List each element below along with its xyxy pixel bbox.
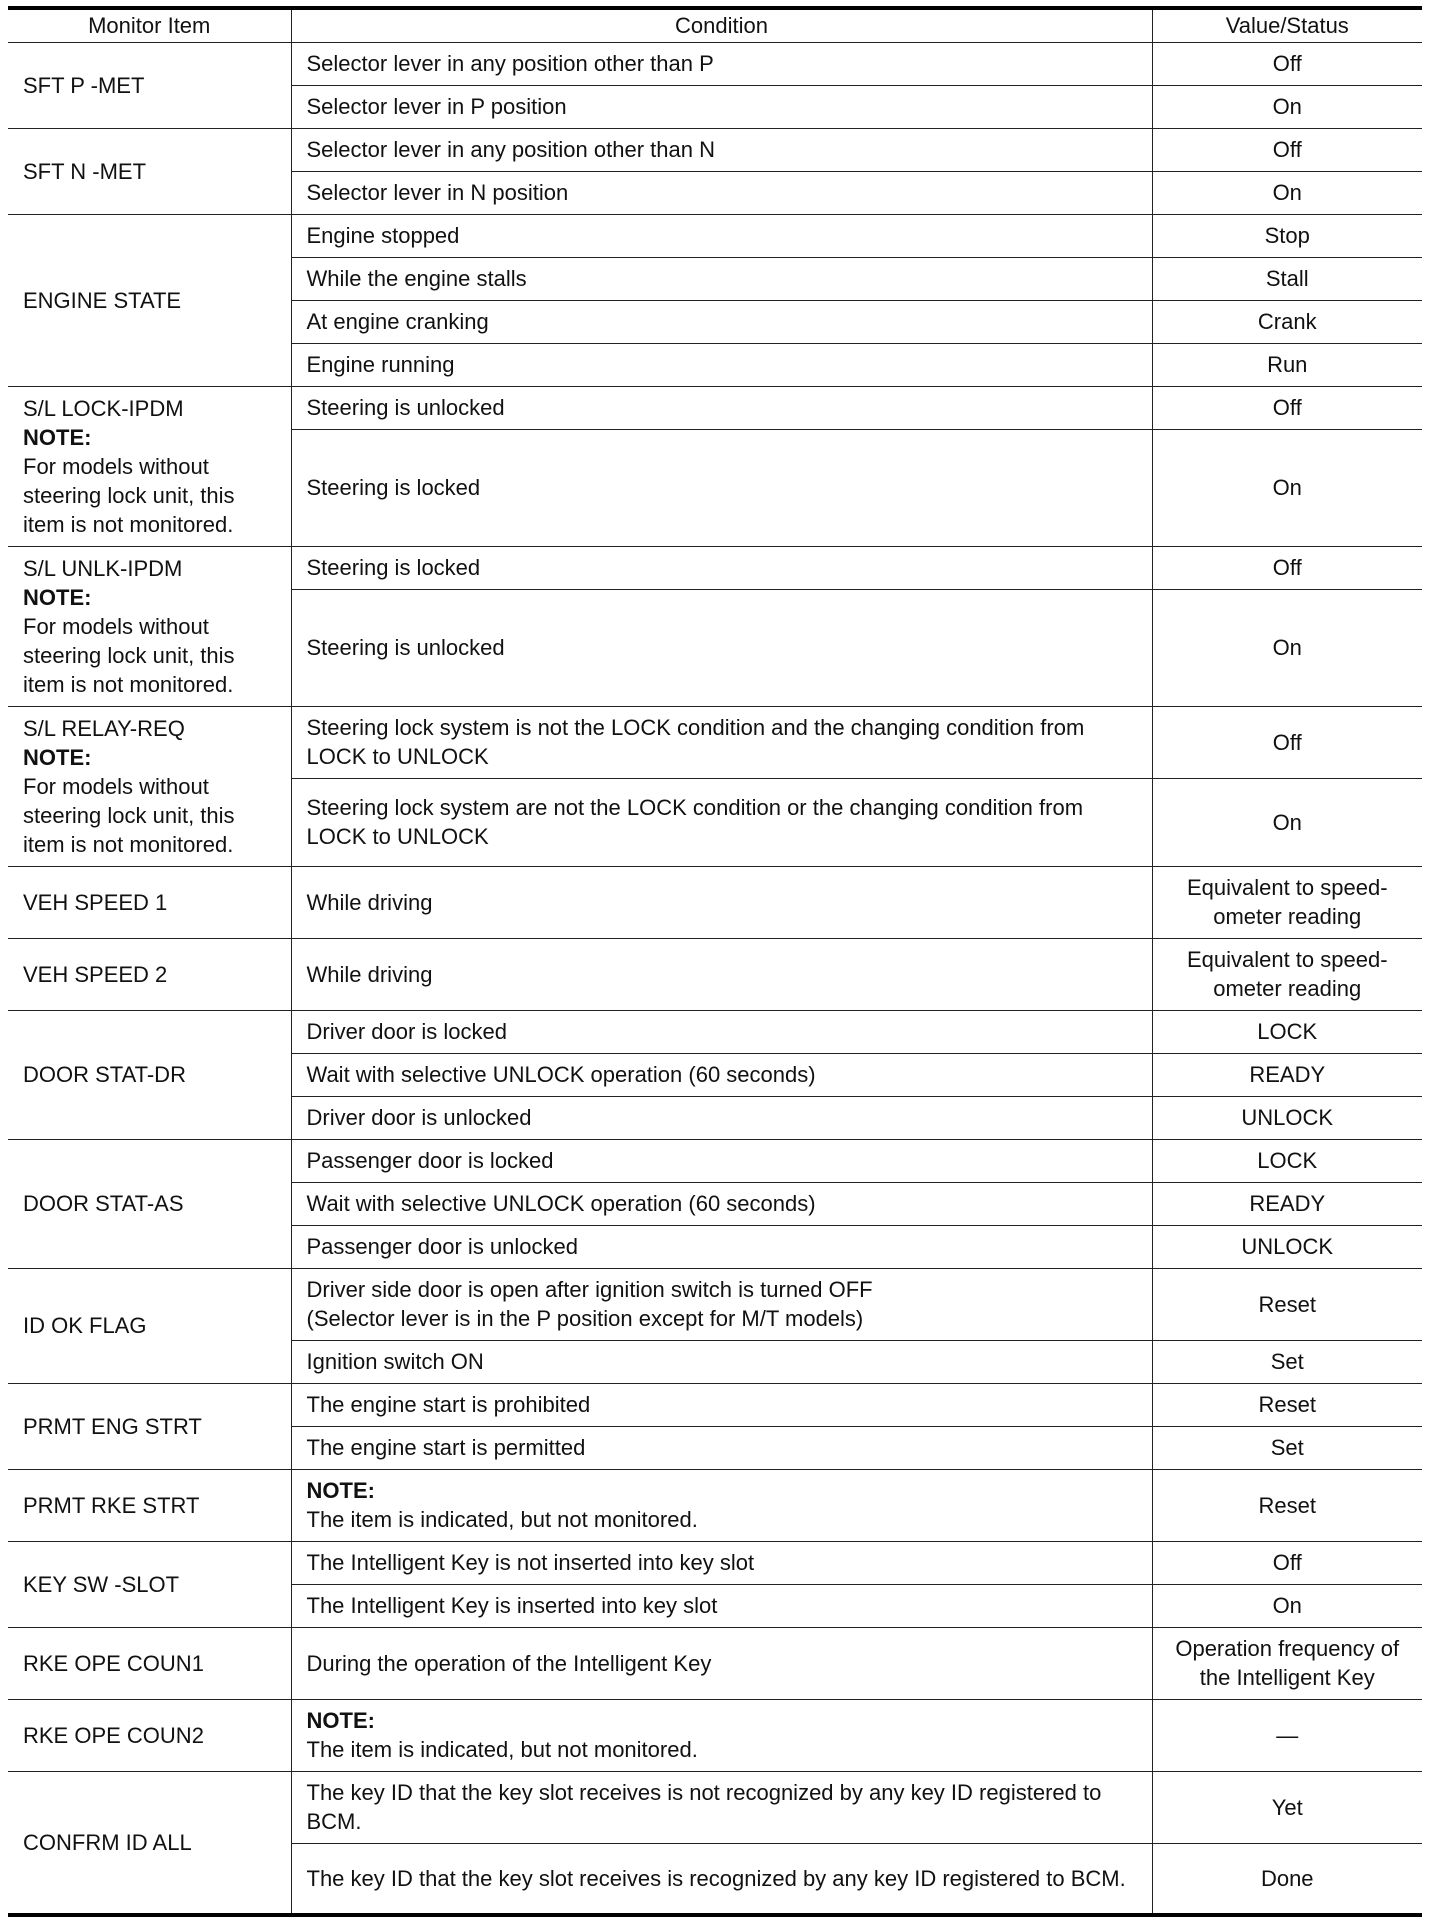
condition-cell: Driver side door is open after ignition switch is turned OFF (Selector lever is in the P position except for M/T models) [291,1268,1152,1340]
value-status-cell: Reset [1152,1383,1422,1426]
value-status-cell: Off [1152,42,1422,85]
table-row [8,1627,1422,1699]
condition-cell: The Intelligent Key is not inserted into key slot [291,1541,1152,1584]
note-label: NOTE: [23,584,92,610]
value-status-cell: On [1152,171,1422,214]
condition-cell: Steering lock system are not the LOCK condition or the changing condition from LOCK to UNLOCK [291,778,1152,866]
table-row [8,1010,1422,1053]
monitor-item-name: RKE OPE COUN2 [23,1722,204,1748]
monitor-item-table [8,6,1422,1917]
value-status-cell: On [1152,85,1422,128]
monitor-item-cell [8,938,291,1010]
condition-cell: Driver door is locked [291,1010,1152,1053]
header-value-status: Value/Status [1152,8,1422,42]
condition-cell: Engine running [291,343,1152,386]
condition-cell: The key ID that the key slot receives is not recognized by any key ID registered to BCM. [291,1771,1152,1843]
monitor-item-name: ID OK FLAG [23,1313,147,1338]
condition-cell: At engine cranking [291,300,1152,343]
table-row [8,386,1422,429]
monitor-item-cell [8,1139,291,1268]
note-text: For models without steering lock unit, this item is not monitored. [23,773,235,857]
value-status-cell: On [1152,429,1422,546]
table-row [8,1469,1422,1541]
value-status-cell: Off [1152,386,1422,429]
table-row [8,1541,1422,1584]
monitor-item-name: SFT N -MET [23,158,147,184]
value-status-cell: Off [1152,706,1422,778]
condition-cell: Ignition switch ON [291,1340,1152,1383]
note-text: The item is indicated, but not monitored. [306,1507,698,1532]
note-label: NOTE: [23,744,92,770]
table-row [8,706,1422,778]
condition-cell: The engine start is prohibited [291,1383,1152,1426]
value-status-cell: Set [1152,1426,1422,1469]
condition-cell: Wait with selective UNLOCK operation (60 seconds) [291,1182,1152,1225]
table-row [8,546,1422,589]
monitor-item-name: PRMT ENG STRT [23,1413,202,1439]
table-header-row [8,8,1422,42]
monitor-item-cell [8,1627,291,1699]
monitor-item-name: DOOR STAT-AS [23,1191,184,1216]
value-status-cell: UNLOCK [1152,1225,1422,1268]
value-status-cell: Off [1152,128,1422,171]
value-status-cell: Run [1152,343,1422,386]
header-condition: Condition [291,8,1152,42]
value-status-cell: LOCK [1152,1010,1422,1053]
monitor-item-name: S/L RELAY-REQ [23,715,185,741]
monitor-item-cell [8,386,291,546]
table-row [8,1268,1422,1340]
monitor-item-name: DOOR STAT-DR [23,1062,186,1087]
table-row [8,866,1422,938]
table-row [8,214,1422,257]
value-status-cell: — [1152,1699,1422,1771]
monitor-item-cell [8,1771,291,1915]
condition-cell: Steering is locked [291,429,1152,546]
condition-cell [291,1469,1152,1541]
monitor-item-name: CONFRM ID ALL [23,1829,192,1855]
condition-cell: The Intelligent Key is inserted into key slot [291,1584,1152,1627]
value-status-cell: On [1152,589,1422,706]
value-status-cell: Reset [1152,1268,1422,1340]
condition-cell: Passenger door is locked [291,1139,1152,1182]
monitor-item-cell [8,866,291,938]
value-status-cell: On [1152,778,1422,866]
monitor-item-name: KEY SW -SLOT [23,1571,180,1597]
condition-cell: The key ID that the key slot receives is recognized by any key ID registered to BCM. [291,1843,1152,1915]
monitor-item-name: ENGINE STATE [23,287,182,313]
value-status-cell: READY [1152,1053,1422,1096]
condition-cell: Driver door is unlocked [291,1096,1152,1139]
table-row [8,42,1422,85]
table-row [8,1699,1422,1771]
condition-cell: Selector lever in N position [291,171,1152,214]
monitor-item-cell [8,214,291,386]
condition-cell: Passenger door is unlocked [291,1225,1152,1268]
value-status-cell: Done [1152,1843,1422,1915]
condition-cell: Steering is unlocked [291,589,1152,706]
condition-cell: The engine start is permitted [291,1426,1152,1469]
condition-cell: Steering is locked [291,546,1152,589]
value-status-cell: Stop [1152,214,1422,257]
value-status-cell: Yet [1152,1771,1422,1843]
condition-cell: During the operation of the Intelligent Key [291,1627,1152,1699]
table-row [8,1771,1422,1843]
monitor-item-cell [8,1699,291,1771]
monitor-item-name: S/L LOCK-IPDM [23,395,184,421]
condition-cell [291,1699,1152,1771]
monitor-item-cell [8,1268,291,1383]
table-row [8,1139,1422,1182]
monitor-item-cell [8,546,291,706]
monitor-item-name: SFT P -MET [23,72,145,98]
condition-cell: Selector lever in any position other than P [291,42,1152,85]
note-label: NOTE: [306,1478,375,1503]
value-status-cell: Operation frequency of the Intelligent Key [1152,1627,1422,1699]
value-status-cell: Off [1152,1541,1422,1584]
value-status-cell: Set [1152,1340,1422,1383]
condition-cell: Wait with selective UNLOCK operation (60 seconds) [291,1053,1152,1096]
monitor-item-cell [8,1383,291,1469]
monitor-item-cell [8,1541,291,1627]
value-status-cell: UNLOCK [1152,1096,1422,1139]
monitor-item-name: PRMT RKE STRT [23,1492,200,1518]
note-text: The item is indicated, but not monitored. [306,1737,698,1762]
value-status-cell: Equivalent to speed- ometer reading [1152,938,1422,1010]
monitor-item-name: VEH SPEED 1 [23,889,168,915]
value-status-cell: On [1152,1584,1422,1627]
value-status-cell: Off [1152,546,1422,589]
condition-cell: Selector lever in any position other than N [291,128,1152,171]
condition-cell: Steering is unlocked [291,386,1152,429]
value-status-cell: Stall [1152,257,1422,300]
monitor-item-cell [8,706,291,866]
condition-cell: Steering lock system is not the LOCK condition and the changing condition from LOCK to UNLOCK [291,706,1152,778]
table-row [8,128,1422,171]
value-status-cell: Crank [1152,300,1422,343]
condition-cell: Engine stopped [291,214,1152,257]
note-label: NOTE: [23,424,92,450]
table-body [8,42,1422,1915]
condition-cell: While driving [291,866,1152,938]
value-status-cell: READY [1152,1182,1422,1225]
note-text: For models without steering lock unit, this item is not monitored. [23,453,235,537]
condition-cell: While the engine stalls [291,257,1152,300]
condition-cell: While driving [291,938,1152,1010]
value-status-cell: LOCK [1152,1139,1422,1182]
monitor-item-name: S/L UNLK-IPDM [23,555,183,581]
value-status-cell: Reset [1152,1469,1422,1541]
monitor-item-cell [8,42,291,128]
value-status-cell: Equivalent to speed- ometer reading [1152,866,1422,938]
table-row [8,938,1422,1010]
header-monitor-item: Monitor Item [8,8,291,42]
monitor-item-name: VEH SPEED 2 [23,961,168,987]
note-label: NOTE: [306,1708,375,1733]
table-row [8,1383,1422,1426]
monitor-item-name: RKE OPE COUN1 [23,1650,204,1676]
note-text: For models without steering lock unit, this item is not monitored. [23,613,235,697]
monitor-item-cell [8,1469,291,1541]
monitor-item-cell [8,1010,291,1139]
condition-cell: Selector lever in P position [291,85,1152,128]
monitor-item-cell [8,128,291,214]
